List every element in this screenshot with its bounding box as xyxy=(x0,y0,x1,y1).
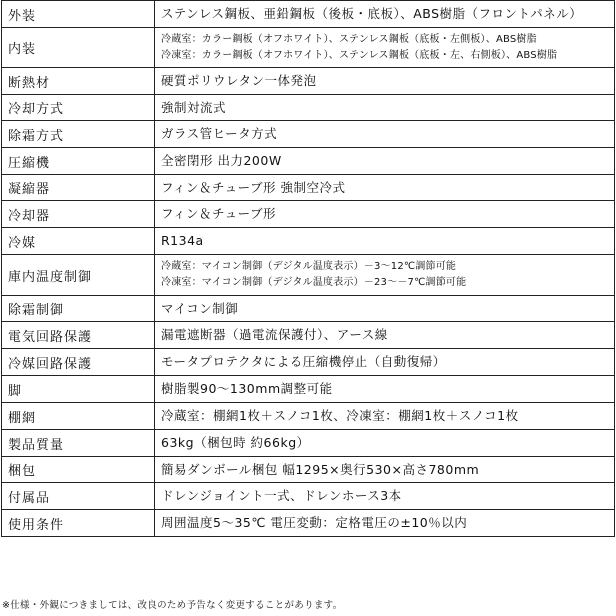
spec-label: 除霜方式 xyxy=(2,121,155,148)
spec-label: 梱包 xyxy=(2,457,155,483)
spec-label: 内装 xyxy=(2,28,155,68)
spec-value xyxy=(155,255,615,296)
spec-row xyxy=(2,68,615,95)
spec-row xyxy=(2,457,615,483)
spec-value-line: 全密閉形 出力200W xyxy=(161,153,282,168)
spec-value xyxy=(155,483,615,510)
spec-value-line: 冷蔵室：マイコン制御（デジタル温度表示）－3～12℃調節可能 xyxy=(161,261,457,272)
spec-row xyxy=(2,28,615,68)
spec-label: 圧縮機 xyxy=(2,148,155,175)
spec-value-line: 周囲温度5～35℃ 電圧変動：定格電圧の±10％以内 xyxy=(161,515,468,530)
spec-value xyxy=(155,322,615,349)
spec-value xyxy=(155,175,615,201)
spec-row xyxy=(2,1,615,28)
spec-value xyxy=(155,95,615,121)
spec-label: 冷媒 xyxy=(2,228,155,255)
spec-value xyxy=(155,228,615,255)
spec-row xyxy=(2,483,615,510)
spec-table-body xyxy=(2,1,615,537)
spec-value xyxy=(155,68,615,95)
spec-value xyxy=(155,376,615,403)
spec-row xyxy=(2,228,615,255)
spec-value-line: マイコン制御 xyxy=(161,300,239,316)
spec-label: 電気回路保護 xyxy=(2,322,155,349)
spec-row xyxy=(2,430,615,457)
spec-value-line: 冷蔵室：カラー鋼板（オフホワイト）、ステンレス鋼板（底板・左側板）、ABS樹脂 xyxy=(161,33,537,45)
spec-value-line: フィン＆チューブ形 xyxy=(161,206,277,221)
spec-value-line: ガラス管ヒータ方式 xyxy=(161,126,278,141)
spec-label: 断熱材 xyxy=(2,68,155,95)
spec-label: 付属品 xyxy=(2,483,155,510)
spec-value xyxy=(155,457,615,483)
spec-value xyxy=(155,430,615,457)
spec-value-line: 樹脂製90～130mm調整可能 xyxy=(161,381,333,396)
spec-label: 冷却器 xyxy=(2,201,155,228)
spec-row xyxy=(2,201,615,228)
spec-row xyxy=(2,349,615,376)
spec-label: 除霜制御 xyxy=(2,296,155,322)
spec-row xyxy=(2,121,615,148)
spec-value-line: 63kg（梱包時 約66kg） xyxy=(161,435,310,450)
spec-value-line: フィン＆チューブ形 強制空冷式 xyxy=(161,179,346,195)
spec-row xyxy=(2,510,615,537)
spec-value xyxy=(155,296,615,322)
spec-label: 凝縮器 xyxy=(2,175,155,201)
spec-row xyxy=(2,148,615,175)
spec-value-line: ステンレス鋼板、亜鉛鋼板（後板・底板）、ABS樹脂（フロントパネル） xyxy=(161,6,583,21)
spec-value xyxy=(155,510,615,537)
spec-label: 棚網 xyxy=(2,403,155,430)
spec-label: 製品質量 xyxy=(2,430,155,457)
spec-value xyxy=(155,403,615,430)
spec-label: 冷媒回路保護 xyxy=(2,349,155,376)
spec-row xyxy=(2,322,615,349)
spec-value-line: 硬質ポリウレタン一体発泡 xyxy=(161,73,317,88)
spec-value-line: 冷凍室：カラー鋼板（オフホワイト）、ステンレス鋼板（底板・左、右側板）、ABS樹脂 xyxy=(161,49,558,61)
spec-label: 脚 xyxy=(2,376,155,403)
spec-row xyxy=(2,376,615,403)
spec-value-line: 冷蔵室：棚網1枚＋スノコ1枚、冷凍室：棚網1枚＋スノコ1枚 xyxy=(161,408,519,423)
spec-row xyxy=(2,403,615,430)
spec-value-line: 冷凍室：マイコン制御（デジタル温度表示）－23～－7℃調節可能 xyxy=(161,277,467,288)
spec-label: 庫内温度制御 xyxy=(2,255,155,296)
spec-value xyxy=(155,28,615,68)
spec-row xyxy=(2,255,615,296)
footnote: ※仕様・外観につきましては、改良のため予告なく変更することがあります。 xyxy=(2,600,343,611)
spec-value-line: 簡易ダンボール梱包 幅1295×奥行530×高さ780mm xyxy=(161,461,480,477)
spec-row xyxy=(2,296,615,322)
spec-value-line: モータプロテクタによる圧縮機停止（自動復帰） xyxy=(161,354,446,369)
spec-value xyxy=(155,148,615,175)
spec-label: 使用条件 xyxy=(2,510,155,537)
spec-value xyxy=(155,201,615,228)
spec-value-line: 強制対流式 xyxy=(161,99,227,115)
spec-label: 外装 xyxy=(2,1,155,28)
spec-value xyxy=(155,1,615,28)
spec-value-line: 漏電遮断器（過電流保護付）、アース線 xyxy=(161,327,388,342)
spec-row xyxy=(2,175,615,201)
spec-label: 冷却方式 xyxy=(2,95,155,121)
spec-value-line: ドレンジョイント一式、ドレンホース3本 xyxy=(161,488,402,503)
spec-value xyxy=(155,349,615,376)
spec-value xyxy=(155,121,615,148)
spec-value-line: R134a xyxy=(161,233,204,248)
spec-row xyxy=(2,95,615,121)
